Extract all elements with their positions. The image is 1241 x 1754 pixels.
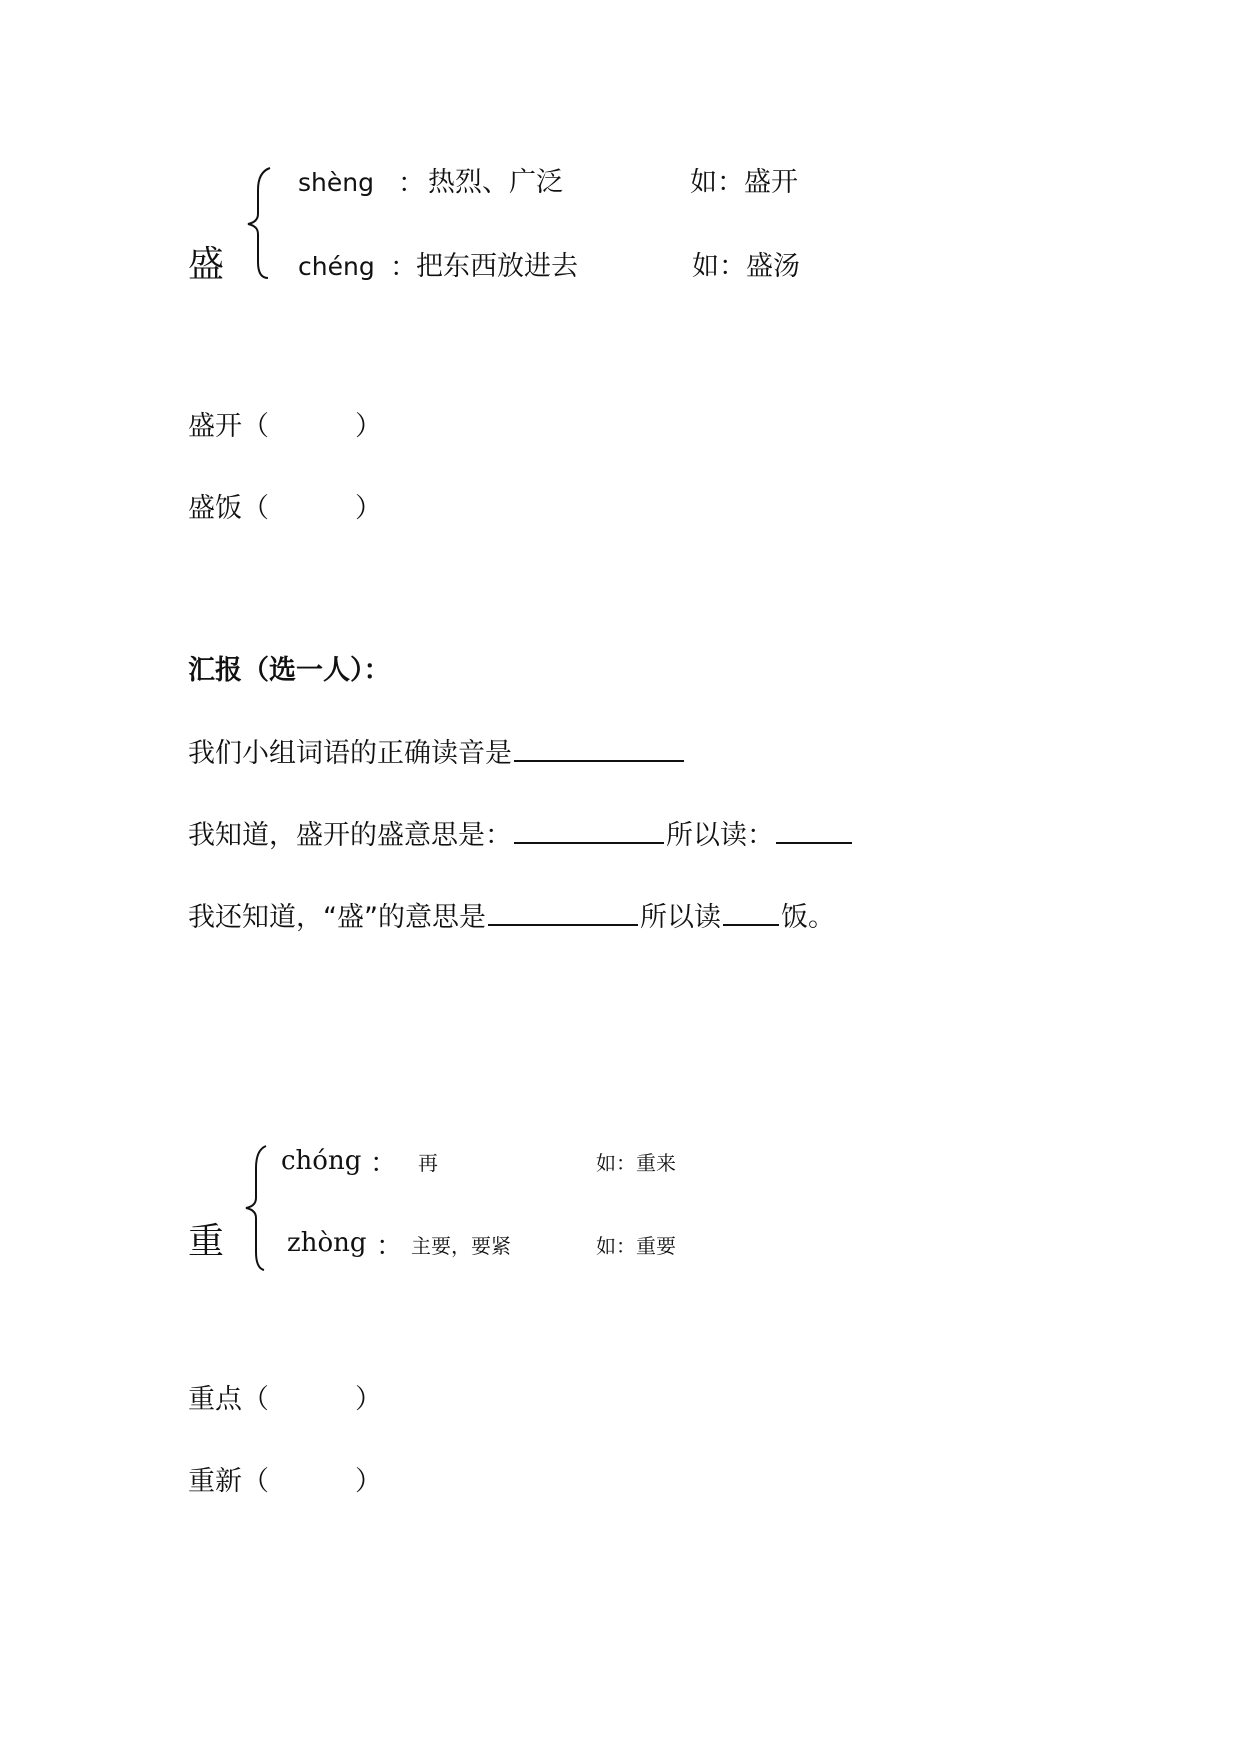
report-line1 [188,740,686,767]
report-line3-text-c: 饭。 [780,902,835,933]
entry1-reading2-colon: ： [390,252,417,283]
report-line2-text-b: 所以读： [666,820,774,851]
open-paren: （ [242,1384,269,1415]
exercise-word: 重点 [188,1384,242,1415]
entry1-reading1-colon: ： [398,168,425,199]
entry1-exercise2 [188,495,382,522]
entry1-reading1-pinyin: shèng [298,168,374,197]
open-paren: （ [242,493,269,524]
close-paren: ） [355,493,382,524]
answer-blank[interactable] [488,922,638,926]
entry1-brace [244,166,274,282]
entry2-exercise2 [188,1468,382,1495]
entry2-reading2-meaning: 主要，要紧 [411,1234,511,1258]
entry2-reading1-meaning: 再 [418,1151,438,1175]
close-paren: ） [355,1466,382,1497]
entry2-reading2-colon: ： [376,1231,403,1262]
entry1-reading1-example: 如：盛开 [690,167,798,198]
close-paren: ） [355,1384,382,1415]
exercise-word: 盛开 [188,411,242,442]
exercise-word: 重新 [188,1466,242,1497]
entry1-reading2-example: 如：盛汤 [692,251,800,282]
answer-blank[interactable] [723,922,779,926]
report-line3-text-a: 我还知道，“盛”的意思是 [188,902,486,933]
report-line1-text: 我们小组词语的正确读音是 [188,738,512,769]
report-heading: 汇报（选一人）： [188,655,391,686]
report-line2-text-a: 我知道，盛开的盛意思是： [188,820,512,851]
entry2-reading1-colon: ： [370,1148,397,1179]
report-line3-text-b: 所以读 [639,902,721,933]
entry2-exercise1 [188,1386,382,1413]
answer-blank[interactable] [776,840,852,844]
answer-blank[interactable] [514,758,684,762]
answer-blank[interactable] [514,840,664,844]
entry2-character: 重 [188,1221,225,1262]
entry2-reading1-pinyin: chóng [281,1146,362,1176]
open-paren: （ [242,1466,269,1497]
entry1-reading1-meaning: 热烈、广泛 [428,167,563,198]
entry1-exercise1 [188,413,382,440]
entry1-reading2-pinyin: chéng [298,252,375,281]
entry2-reading1-example: 如：重来 [596,1151,676,1175]
close-paren: ） [355,411,382,442]
entry2-reading2-pinyin: zhòng [287,1228,367,1258]
entry2-brace [242,1144,272,1274]
open-paren: （ [242,411,269,442]
exercise-word: 盛饭 [188,493,242,524]
report-line2 [188,822,854,849]
entry1-reading2-meaning: 把东西放进去 [416,251,578,282]
entry2-reading2-example: 如：重要 [596,1234,676,1258]
report-line3 [188,904,835,931]
entry1-character: 盛 [188,244,225,285]
